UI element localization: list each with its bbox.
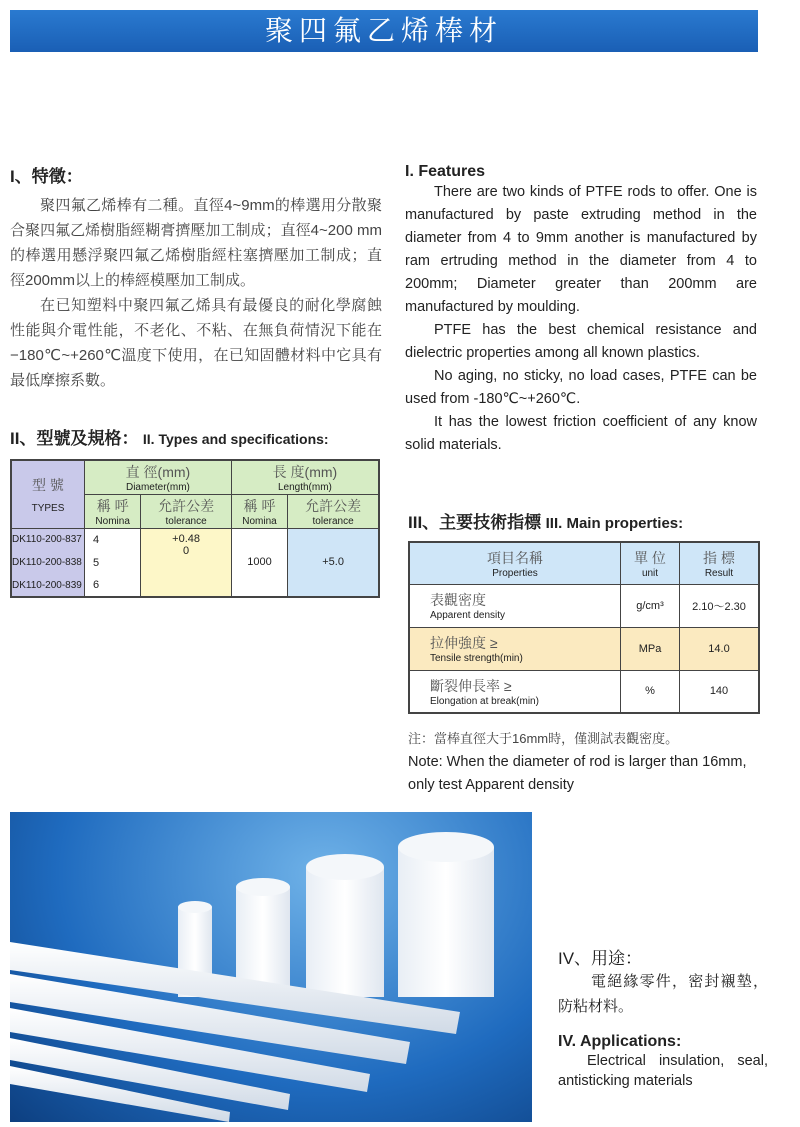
features-zh-p2: 在已知塑料中聚四氟乙烯具有最優良的耐化學腐蝕性能與介電性能，不老化、不粘、在無負荷情況下能在−180℃~+260℃溫度下使用，在已知固體材料中它具有最低摩擦系數。 bbox=[10, 297, 382, 389]
applications-section bbox=[558, 944, 768, 1091]
type-cell: DK110-200-838 bbox=[11, 551, 85, 574]
props-heading-zh: III、主要技術指標 bbox=[408, 513, 542, 532]
apps-heading-zh: IV、用途： bbox=[558, 949, 643, 968]
apps-heading-en: IV. Applications: bbox=[558, 1033, 682, 1050]
page-title: 聚四氟乙烯棒材 bbox=[10, 10, 758, 52]
properties-table bbox=[408, 541, 760, 714]
features-zh-p1: 聚四氟乙烯棒有二種。直徑4~9mm的棒選用分散聚合聚四氟乙烯樹脂經糊膏擠壓加工制成；直徑4~200 mm的棒選用懸浮聚四氟乙烯樹脂經柱塞擠壓加工制成；直徑200mm以上的棒經模壓加工制成。 bbox=[10, 197, 382, 289]
apps-text-en: Electrical insulation, seal, antisticking materials bbox=[558, 1053, 768, 1089]
header-len-tolerance: 允許公差 tolerance bbox=[288, 494, 379, 528]
features-en bbox=[405, 163, 757, 457]
header-length: 長 度(mm) Length(mm) bbox=[231, 460, 379, 494]
dia-cell: 4 bbox=[85, 528, 141, 551]
header-diameter: 直 徑(mm) Diameter(mm) bbox=[85, 460, 232, 494]
header-dia-nominal: 稱 呼 Nomina bbox=[85, 494, 141, 528]
features-en-p3: No aging, no sticky, no load cases, PTFE can be used from -180℃~+260℃. bbox=[405, 368, 757, 407]
note-zh: 注：當棒直徑大于16mm時，僅測試表觀密度。 bbox=[408, 731, 679, 746]
header-properties: 項目名稱 Properties bbox=[409, 542, 621, 584]
properties-section bbox=[408, 508, 764, 797]
type-cell: DK110-200-837 bbox=[11, 528, 85, 551]
header-result: 指 標 Result bbox=[680, 542, 760, 584]
features-en-p2: PTFE has the best chemical resistance and dielectric properties among all known plastics. bbox=[405, 322, 757, 361]
header-dia-tolerance: 允許公差 tolerance bbox=[141, 494, 232, 528]
table-row: 表觀密度 Apparent density g/cm³ 2.10～2.30 bbox=[409, 584, 759, 627]
apps-text-zh: 電絕緣零件，密封襯墊，防粘材料。 bbox=[558, 973, 768, 1015]
note-en: Note: When the diameter of rod is larger than 16mm, only test Apparent density bbox=[408, 754, 747, 793]
table-row: 斷裂伸長率 ≥ Elongation at break(min) % 140 bbox=[409, 670, 759, 713]
features-en-heading: I. Features bbox=[405, 163, 486, 180]
dia-cell: 5 bbox=[85, 551, 141, 574]
header-len-nominal: 稱 呼 Nomina bbox=[231, 494, 287, 528]
product-photo bbox=[10, 812, 532, 1122]
table-row: 拉伸強度 ≥ Tensile strength(min) MPa 14.0 bbox=[409, 627, 759, 670]
types-heading-en: II. Types and specifications: bbox=[142, 431, 329, 447]
props-heading-en: III. Main properties: bbox=[545, 515, 684, 532]
header-type: 型 號 TYPES bbox=[11, 460, 85, 528]
types-section bbox=[10, 424, 390, 598]
features-en-p1: There are two kinds of PTFE rods to offer. One is manufactured by paste extruding method in the diameter from 4 to 9mm another is manufactured by ram ertruding method in the diameter from 4 to 200mm; Diameter greater than 200mm are manufactured by moulding. bbox=[405, 184, 757, 315]
features-en-p4: It has the lowest friction coefficient of any know solid materials. bbox=[405, 414, 757, 453]
table-row bbox=[11, 528, 379, 551]
header-unit: 單 位 unit bbox=[621, 542, 680, 584]
ptfe-rods-illustration bbox=[10, 812, 532, 1122]
types-table bbox=[10, 459, 380, 598]
len-tolerance-cell: +5.0 bbox=[288, 528, 379, 597]
features-zh-heading: I、特徵： bbox=[10, 167, 83, 186]
types-heading-zh: II、型號及規格： bbox=[10, 429, 139, 448]
features-zh bbox=[10, 162, 382, 393]
dia-cell: 6 bbox=[85, 574, 141, 597]
dia-tolerance-cell: +0.48 0 bbox=[141, 528, 232, 597]
length-cell: 1000 bbox=[231, 528, 287, 597]
type-cell: DK110-200-839 bbox=[11, 574, 85, 597]
